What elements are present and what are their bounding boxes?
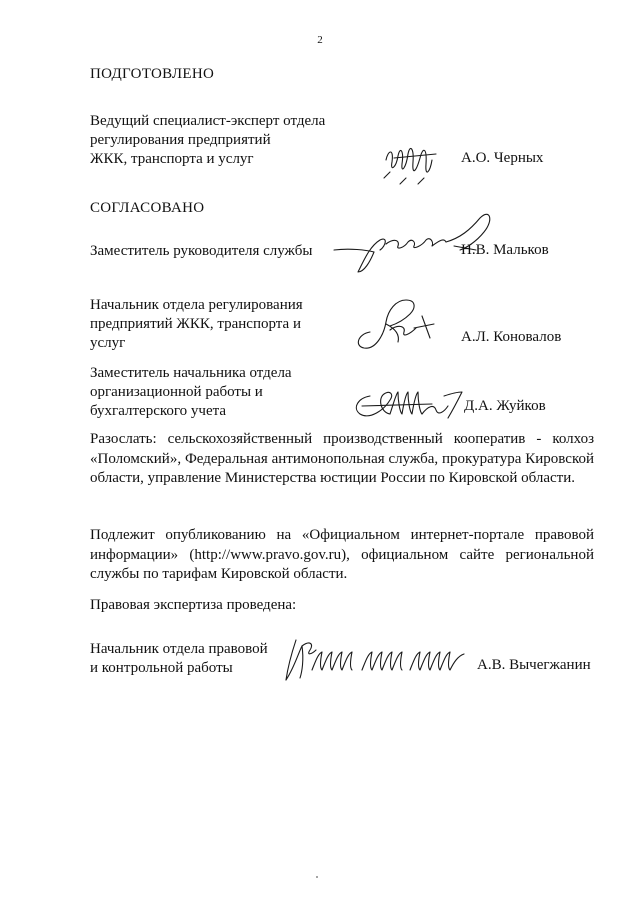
- position-line: и контрольной работы: [90, 660, 233, 676]
- position-line: организационной работы и: [90, 384, 263, 400]
- signer-name: А.Л. Коновалов: [461, 329, 562, 345]
- position-line: Заместитель начальника отдела: [90, 365, 292, 381]
- prepared-heading: ПОДГОТОВЛЕНО: [90, 66, 215, 82]
- position-line: Начальник отдела регулирования: [90, 297, 303, 313]
- position-line: Заместитель руководителя службы: [90, 243, 313, 259]
- signature-zhuykov: [350, 382, 466, 424]
- position-line: ЖКК, транспорта и услуг: [90, 151, 254, 167]
- publication-paragraph: Подлежит опубликованию на «Официальном интернет-портале правовой информации» (http://www.pravo.gov.ru), официальном сайте региональной службы по тарифам Кировской области.: [90, 527, 594, 582]
- agreed-heading: СОГЛАСОВАНО: [90, 200, 205, 216]
- signature-chernykh: [380, 138, 450, 186]
- legal-review-position: [90, 640, 268, 678]
- position-line: регулирования предприятий: [90, 132, 271, 148]
- position-line: предприятий ЖКК, транспорта и: [90, 316, 301, 332]
- signer-position: [90, 242, 312, 261]
- signer-position: [90, 296, 303, 353]
- signer-position: [90, 364, 292, 421]
- prepared-position: [90, 112, 325, 169]
- position-line: бухгалтерского учета: [90, 403, 227, 419]
- position-line: услуг: [90, 335, 126, 351]
- scan-speck: [316, 876, 318, 878]
- signature-konovalov: [350, 294, 440, 354]
- signature-vychegzhanin: [282, 630, 474, 684]
- position-line: Начальник отдела правовой: [90, 641, 268, 657]
- page-number: 2: [317, 34, 323, 46]
- prepared-name: А.О. Черных: [461, 150, 544, 166]
- signer-name: Н.В. Мальков: [461, 242, 549, 258]
- distribution-paragraph: Разослать: сельскохозяйственный производственный кооператив - колхоз «Поломский», Федеральная антимонопольная служба, прокуратура Кировской области, управление Министерства юстиции России по Кировской области.: [90, 431, 594, 486]
- legal-review-name: А.В. Вычегжанин: [477, 657, 591, 673]
- legal-review-statement: Правовая экспертиза проведена:: [90, 597, 297, 613]
- position-line: Ведущий специалист-эксперт отдела: [90, 113, 326, 129]
- signer-name: Д.А. Жуйков: [464, 398, 546, 414]
